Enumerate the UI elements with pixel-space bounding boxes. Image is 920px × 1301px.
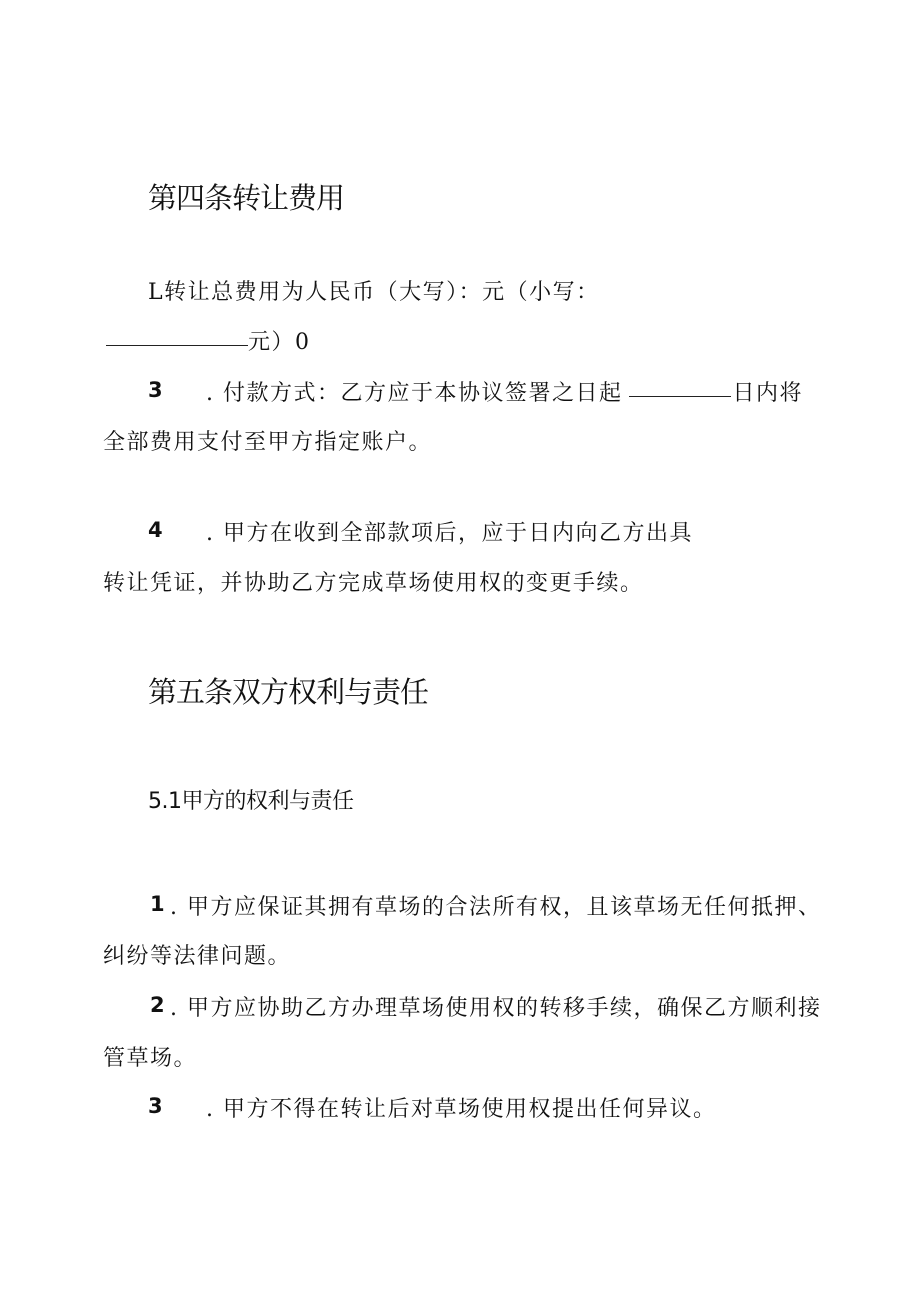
article-4-item-4-text-b: 转让凭证，并协助乙方完成草场使用权的变更手续。 <box>103 571 644 596</box>
section-5-1-item-2-line-2 <box>103 1041 197 1072</box>
article-4-item-4-text-a: . 甲方在收到全部款项后，应于日内向乙方出具 <box>206 521 693 546</box>
article-4-item-1-line-1 <box>148 275 600 306</box>
section-5-1-heading: 5.1甲方的权利与责任 <box>148 789 354 814</box>
section-5-1-item-1-line-1 <box>170 890 822 921</box>
article-4-item-4-line-2 <box>103 566 644 597</box>
article-4-item-3-text-c: 全部费用支付至甲方指定账户。 <box>103 430 433 455</box>
article-4-item-1-line-2 <box>106 325 311 356</box>
section-5-1-item-3-line-1 <box>206 1092 717 1123</box>
article-5-heading: 第五条双方权利与责任 <box>148 675 429 709</box>
section-5-1-item-1-line-2 <box>103 939 291 970</box>
payment-days-blank <box>629 395 731 397</box>
article-4-item-4-number: 4 <box>148 518 163 542</box>
article-4-item-1-text-a: L转让总费用为人民币（大写）：元（小写： <box>148 280 600 305</box>
section-5-1-item-3-text-1: . 甲方不得在转让后对草场使用权提出任何异议。 <box>206 1097 717 1122</box>
section-5-1-item-3-number: 3 <box>148 1094 163 1118</box>
article-4-item-3-number: 3 <box>148 378 163 402</box>
article-4-item-3-line-1 <box>206 376 803 407</box>
section-5-1-item-1-text-2: 纠纷等法律问题。 <box>103 944 292 969</box>
amount-lowercase-blank <box>106 344 248 346</box>
article-4-item-3-text-a: . 付款方式：乙方应于本协议签署之日起 <box>206 381 623 406</box>
article-4-item-3-text-b: 日内将 <box>732 381 804 406</box>
section-5-1-item-2-number: 2 <box>150 993 165 1017</box>
section-5-1-item-1-number: 1 <box>150 892 165 916</box>
section-5-1-item-2-text-2: 管草场。 <box>103 1046 198 1071</box>
article-4-heading: 第四条转让费用 <box>148 181 345 215</box>
article-4-item-3-line-2 <box>103 425 432 456</box>
section-5-1-item-1-text-1: . 甲方应保证其拥有草场的合法所有权，且该草场无任何抵押、 <box>170 895 822 920</box>
article-4-item-4-line-1 <box>206 516 693 547</box>
section-5-1-item-2-line-1 <box>170 991 822 1022</box>
section-5-1-item-2-text-1: . 甲方应协助乙方办理草场使用权的转移手续，确保乙方顺利接 <box>170 996 822 1021</box>
article-4-item-1-text-b: 元）0 <box>248 330 311 355</box>
